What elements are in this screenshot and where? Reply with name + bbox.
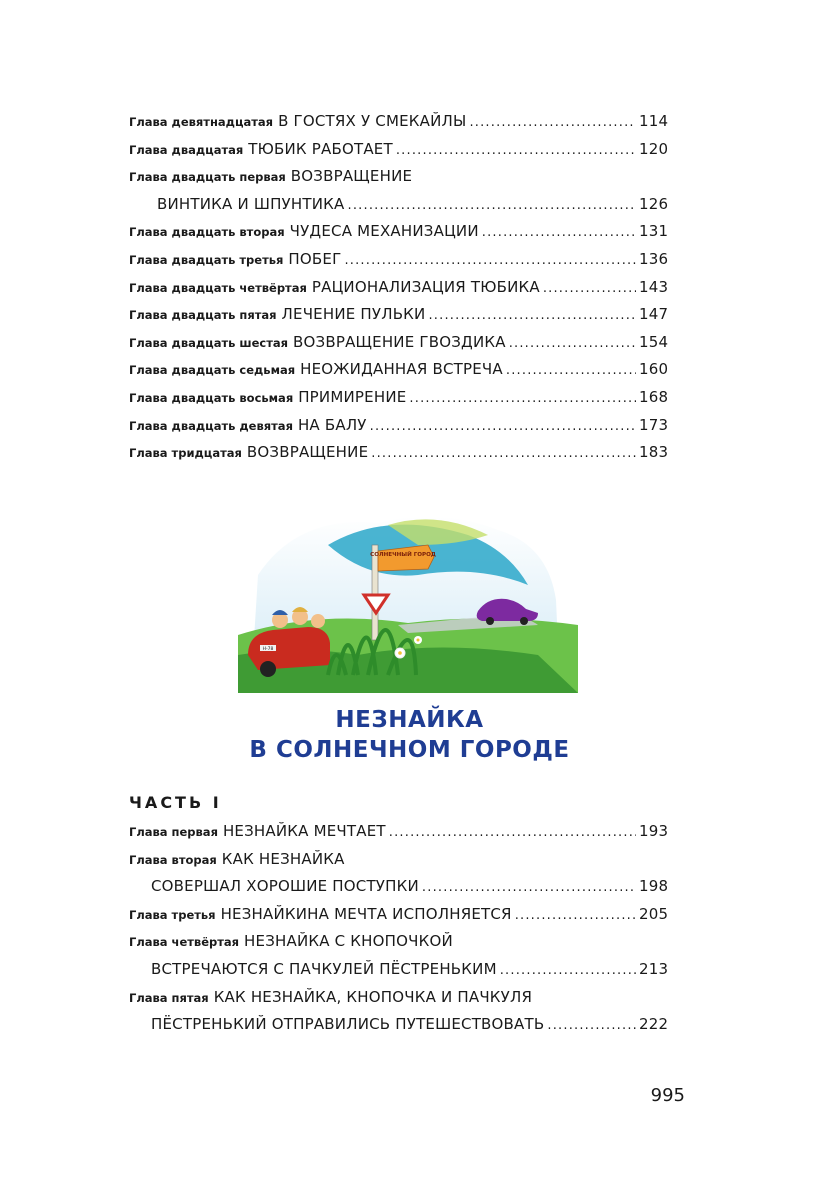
page-ref: 147	[639, 305, 669, 324]
toc-bottom	[129, 818, 667, 1039]
chapter-label: Глава двадцать седьмая	[129, 363, 296, 378]
toc-entry[interactable]	[129, 356, 667, 384]
dot-leader	[547, 1012, 636, 1040]
illustration	[238, 505, 578, 693]
chapter-label: Глава двадцать шестая	[129, 335, 289, 350]
dot-leader	[370, 413, 636, 441]
page-ref: 114	[639, 112, 669, 130]
chapter-title: НЕОЖИДАННАЯ ВСТРЕЧА	[300, 360, 503, 379]
toc-entry[interactable]	[129, 163, 667, 191]
toc-entry[interactable]	[129, 301, 667, 329]
page-ref: 160	[639, 360, 669, 379]
car-wheel	[486, 617, 494, 625]
toc-entry[interactable]	[129, 329, 667, 357]
page-ref: 183	[639, 443, 669, 462]
part-label: ЧАСТЬ I	[129, 793, 222, 812]
dot-leader	[422, 874, 636, 902]
dot-leader	[506, 357, 636, 385]
toc-entry[interactable]	[129, 412, 667, 440]
chapter-title: НЕЗНАЙКИНА МЕЧТА ИСПОЛНЯЕТСЯ	[220, 904, 512, 923]
chapter-label: Глава двадцать восьмая	[129, 390, 294, 405]
chapter-title: В ГОСТЯХ У СМЕКАЙЛЫ	[278, 112, 467, 130]
chapter-label: Глава третья	[129, 907, 216, 922]
dot-leader	[469, 109, 636, 137]
flower-center	[417, 639, 420, 642]
chapter-label: Глава двадцатая	[129, 142, 244, 157]
sign-text: СОЛНЕЧНЫЙ ГОРОД	[370, 552, 436, 558]
chapter-title: НЕЗНАЙКА С КНОПОЧКОЙ	[244, 932, 453, 951]
chapter-title: РАЦИОНАЛИЗАЦИЯ ТЮБИКА	[311, 277, 540, 296]
chapter-title: КАК НЕЗНАЙКА, КНОПОЧКА И ПАЧКУЛЯ	[213, 987, 533, 1006]
chapter-label: Глава двадцать пятая	[129, 308, 277, 323]
toc-entry[interactable]	[129, 384, 667, 412]
chapter-title: ВОЗВРАЩЕНИЕ	[290, 167, 413, 186]
dot-leader	[543, 275, 636, 303]
page-ref: 222	[639, 1015, 669, 1034]
page-number: 995	[650, 1085, 685, 1106]
page-ref: 198	[639, 877, 669, 896]
chapter-label: Глава двадцать девятая	[129, 418, 293, 433]
chapter-label: Глава пятая	[129, 990, 209, 1005]
page-ref: 120	[639, 139, 669, 158]
toc-top	[129, 108, 667, 467]
dot-leader	[396, 137, 636, 165]
chapter-title: ЛЕЧЕНИЕ ПУЛЬКИ	[281, 305, 426, 324]
chapter-label: Глава двадцать четвёртая	[129, 280, 307, 295]
toc-entry-continued[interactable]	[129, 1011, 667, 1039]
page-ref: 136	[639, 249, 669, 268]
toc-entry[interactable]	[129, 274, 667, 302]
chapter-label: Глава четвёртая	[129, 935, 240, 950]
dot-leader	[428, 302, 636, 330]
page-ref: 213	[639, 959, 669, 978]
chapter-title: ЧУДЕСА МЕХАНИЗАЦИИ	[289, 222, 479, 241]
chapter-title-continued: СОВЕРШАЛ ХОРОШИЕ ПОСТУПКИ	[151, 877, 419, 896]
chapter-title: ПОБЕГ	[288, 249, 342, 268]
red-car-wheel	[260, 661, 276, 677]
dot-leader	[389, 819, 636, 847]
chapter-label: Глава вторая	[129, 852, 217, 867]
toc-entry[interactable]	[129, 218, 667, 246]
character-head	[311, 614, 325, 628]
dot-leader	[371, 440, 636, 468]
toc-entry[interactable]	[129, 901, 667, 929]
toc-entry[interactable]	[129, 984, 667, 1012]
toc-entry[interactable]	[129, 136, 667, 164]
page-ref: 205	[639, 904, 669, 923]
dot-leader	[482, 219, 636, 247]
dot-leader	[344, 247, 636, 275]
page-ref: 173	[639, 415, 669, 434]
chapter-label: Глава девятнадцатая	[129, 115, 274, 129]
chapter-title: НА БАЛУ	[297, 415, 367, 434]
chapter-label: Глава двадцать первая	[129, 170, 286, 185]
toc-entry-continued[interactable]	[129, 956, 667, 984]
page-ref: 131	[639, 222, 669, 241]
car-wheel	[520, 617, 528, 625]
dot-leader	[500, 957, 636, 985]
page-ref: 126	[639, 194, 669, 213]
toc-entry-continued[interactable]	[129, 873, 667, 901]
toc-entry[interactable]	[129, 928, 667, 956]
chapter-label: Глава тридцатая	[129, 446, 242, 461]
chapter-label: Глава двадцать вторая	[129, 225, 285, 240]
page-ref: 143	[639, 277, 669, 296]
dot-leader	[509, 330, 636, 358]
page-ref: 168	[639, 387, 669, 406]
chapter-label: Глава двадцать третья	[129, 252, 284, 267]
toc-entry-continued[interactable]	[129, 191, 667, 219]
book-title	[0, 705, 819, 765]
toc-entry[interactable]	[129, 108, 667, 136]
chapter-title-continued: ВСТРЕЧАЮТСЯ С ПАЧКУЛЕЙ ПЁСТРЕНЬКИМ	[151, 959, 497, 978]
chapter-label: Глава первая	[129, 825, 218, 839]
plate-text: Н-78	[262, 647, 274, 652]
chapter-title-continued: ВИНТИКА И ШПУНТИКА	[157, 194, 345, 213]
page-ref: 154	[639, 332, 669, 351]
chapter-title: ТЮБИК РАБОТАЕТ	[248, 139, 393, 158]
book-title-line1: НЕЗНАЙКА	[335, 707, 484, 733]
toc-entry[interactable]	[129, 846, 667, 874]
dot-leader	[409, 385, 636, 413]
chapter-title: КАК НЕЗНАЙКА	[221, 849, 345, 868]
signpost	[372, 545, 378, 640]
chapter-title: ПРИМИРЕНИЕ	[298, 387, 407, 406]
toc-entry[interactable]	[129, 439, 667, 467]
chapter-title: НЕЗНАЙКА МЕЧТАЕТ	[222, 822, 386, 840]
dot-leader	[515, 902, 636, 930]
chapter-title: ВОЗВРАЩЕНИЕ ГВОЗДИКА	[293, 332, 506, 351]
flower-center	[398, 651, 402, 655]
chapter-title-continued: ПЁСТРЕНЬКИЙ ОТПРАВИЛИСЬ ПУТЕШЕСТВОВАТЬ	[151, 1015, 545, 1034]
toc-entry[interactable]	[129, 818, 667, 846]
book-title-line2: В СОЛНЕЧНОМ ГОРОДЕ	[249, 737, 570, 763]
chapter-title: ВОЗВРАЩЕНИЕ	[246, 443, 369, 462]
page-ref: 193	[639, 822, 669, 840]
dot-leader	[347, 192, 636, 220]
toc-entry[interactable]	[129, 246, 667, 274]
